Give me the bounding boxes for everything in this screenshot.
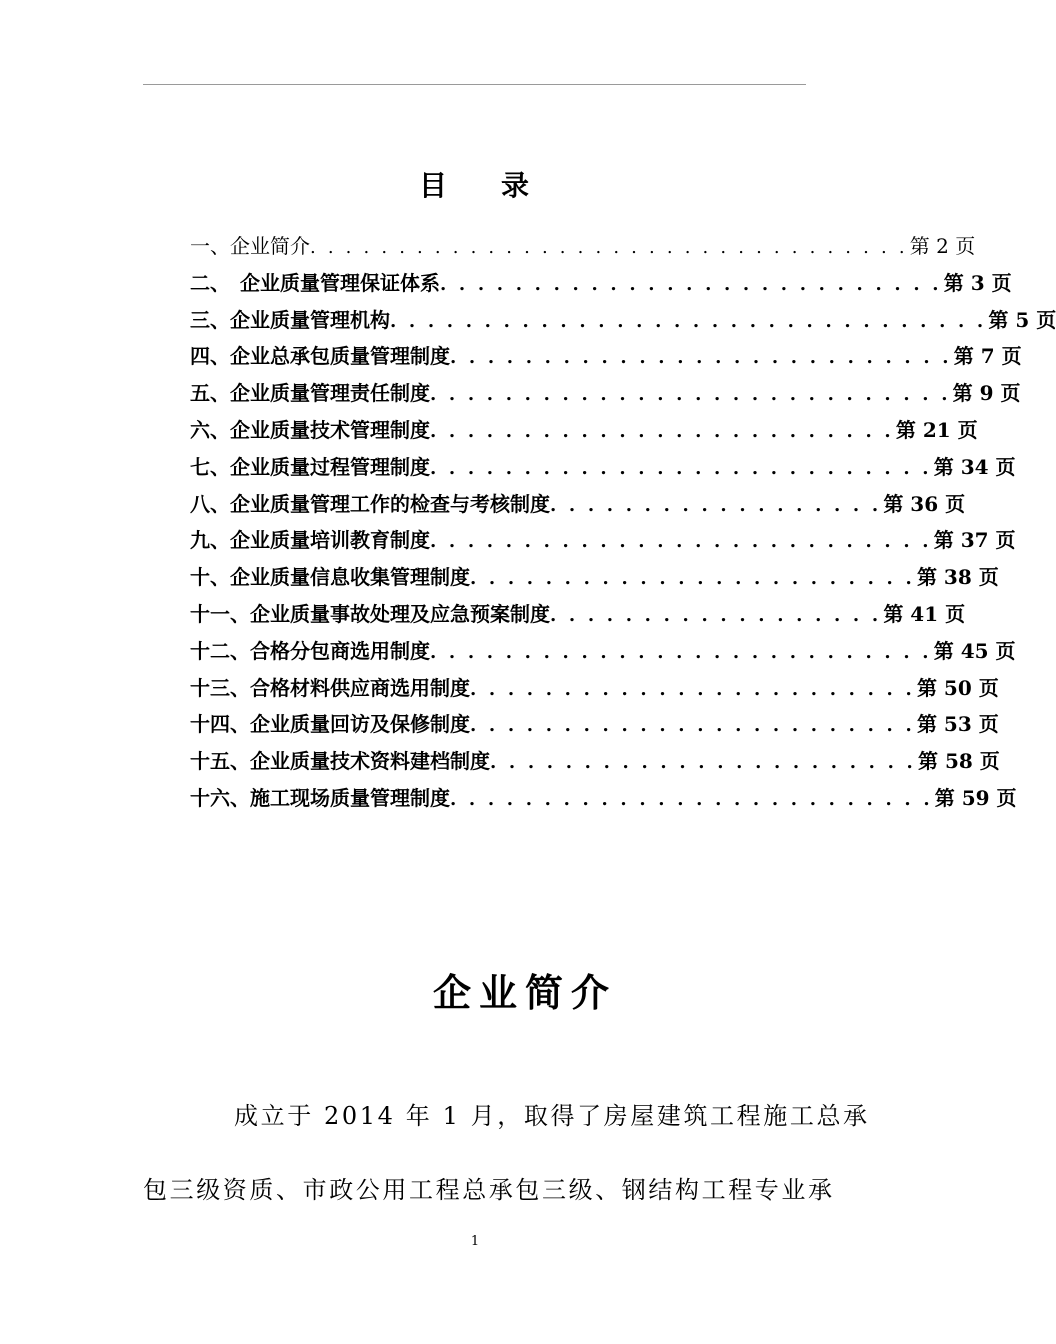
toc-entry[interactable] [190, 338, 1022, 375]
toc-entry-label: 二、 企业质量管理保证体系 [190, 270, 440, 295]
toc-entry-leader-dots: . . . . . . . . . . . . . . . . . . [550, 604, 882, 626]
toc-entry-leader-dots: . . . . . . . . . . . . . . . . . . . . . . . . . . . [430, 641, 932, 663]
toc-entry-page: 第 53 页 [916, 712, 999, 737]
toc-entry-label: 十二、合格分包商选用制度 [190, 638, 430, 663]
toc-entry-page: 第 41 页 [883, 601, 966, 626]
toc-entry-page: 第 9 页 [952, 381, 1021, 406]
toc-entry-label: 四、企业总承包质量管理制度 [190, 344, 450, 369]
toc-entry[interactable] [190, 559, 999, 596]
toc-entry-page: 第 50 页 [916, 675, 999, 700]
toc-entry-leader-dots: . . . . . . . . . . . . . . . . . . . . . . . . [470, 568, 915, 590]
toc-entry-leader-dots: . . . . . . . . . . . . . . . . . . . . . . . . . . [450, 788, 933, 810]
toc-entry[interactable] [190, 265, 1012, 302]
toc-entry-label: 一、企业简介 [190, 234, 310, 258]
toc-entry-label: 五、企业质量管理责任制度 [190, 381, 430, 406]
toc-entry[interactable] [190, 706, 999, 743]
page-number: 1 [470, 1234, 480, 1249]
toc-entry[interactable] [190, 633, 1016, 670]
toc-entry-leader-dots: . . . . . . . . . . . . . . . . . . . . . . . . [470, 678, 915, 700]
toc-entry[interactable] [190, 412, 978, 449]
toc-entry[interactable] [190, 486, 966, 523]
toc-entry-leader-dots: . . . . . . . . . . . . . . . . . . . . . . . . . . . [430, 457, 932, 479]
toc-entry-label: 十六、施工现场质量管理制度 [190, 785, 450, 810]
toc-entry-page: 第 38 页 [916, 565, 999, 590]
toc-entry[interactable] [190, 522, 1016, 559]
toc-title [0, 164, 950, 204]
toc-entry-label: 十一、企业质量事故处理及应急预案制度 [190, 601, 550, 626]
paragraph-line-2: 包三级资质、市政公用工程总承包三级、钢结构工程专业承 [143, 1176, 835, 1204]
toc-entry-page: 第 45 页 [933, 638, 1016, 663]
toc-title-char-2: 录 [501, 169, 532, 202]
toc-entry-leader-dots: . . . . . . . . . . . . . . . . . . . . . . . . . . . [440, 273, 942, 295]
toc-entry-label: 六、企业质量技术管理制度 [190, 417, 430, 442]
toc-entry[interactable] [190, 780, 1017, 817]
toc-entry-page: 第 21 页 [895, 417, 978, 442]
toc-entry-leader-dots: . . . . . . . . . . . . . . . . . . . . . . . . [470, 715, 915, 737]
toc-entry-leader-dots: . . . . . . . . . . . . . . . . . . . . . . . . . . . . . . . . [390, 310, 987, 332]
toc-entry-leader-dots: . . . . . . . . . . . . . . . . . . . . . . . . . [430, 420, 894, 442]
toc-entry-page: 第 3 页 [943, 270, 1012, 295]
paragraph-line-1: 成立于 2014 年 1 月，取得了房屋建筑工程施工总承 [234, 1102, 870, 1130]
toc-entry[interactable] [190, 228, 976, 265]
toc-entry-page: 第 34 页 [933, 454, 1016, 479]
toc-entry-page: 第 7 页 [953, 344, 1022, 369]
toc-entry-leader-dots: . . . . . . . . . . . . . . . . . . [550, 494, 882, 516]
toc-entry-label: 八、企业质量管理工作的检查与考核制度 [190, 491, 550, 516]
toc-entry-label: 九、企业质量培训教育制度 [190, 528, 430, 553]
toc-entry-page: 第 58 页 [918, 749, 1000, 774]
toc-entry[interactable] [190, 670, 999, 707]
toc-entry[interactable] [190, 449, 1016, 486]
toc-entry-label: 十三、合格材料供应商选用制度 [190, 675, 470, 700]
toc-entry-page: 第 59 页 [934, 785, 1017, 810]
toc-entry-label: 十、企业质量信息收集管理制度 [190, 565, 470, 590]
toc-entry[interactable] [190, 375, 1021, 412]
toc-entry-leader-dots: . . . . . . . . . . . . . . . . . . . . . . . . . . . . [430, 384, 951, 406]
section-title: 企业简介 [432, 970, 617, 1015]
toc-entry-page: 第 37 页 [933, 528, 1016, 553]
toc-entry-label: 三、企业质量管理机构 [190, 307, 390, 332]
toc-entry-label: 十四、企业质量回访及保修制度 [190, 712, 470, 737]
toc-entry-page: 第 5 页 [988, 307, 1056, 332]
toc-entry-label: 十五、企业质量技术资料建档制度 [190, 749, 490, 774]
toc-entry[interactable] [190, 596, 966, 633]
toc-entry-label: 七、企业质量过程管理制度 [190, 454, 430, 479]
header-rule [143, 84, 806, 85]
toc-entry-page: 第 2 页 [909, 234, 976, 258]
toc-entry-leader-dots: . . . . . . . . . . . . . . . . . . . . . . . . . . . [430, 531, 932, 553]
toc-entry-leader-dots: . . . . . . . . . . . . . . . . . . . . . . . . . . . . . . . . . . [310, 237, 908, 258]
toc-entry-leader-dots: . . . . . . . . . . . . . . . . . . . . . . . . . . . [450, 347, 952, 369]
toc-entry[interactable] [190, 302, 1056, 339]
toc-title-char-1: 目 [418, 169, 449, 202]
toc-entry-page: 第 36 页 [883, 491, 966, 516]
toc-entry[interactable] [190, 743, 1000, 780]
table-of-contents [190, 228, 1056, 817]
toc-entry-leader-dots: . . . . . . . . . . . . . . . . . . . . . . . [490, 752, 916, 774]
